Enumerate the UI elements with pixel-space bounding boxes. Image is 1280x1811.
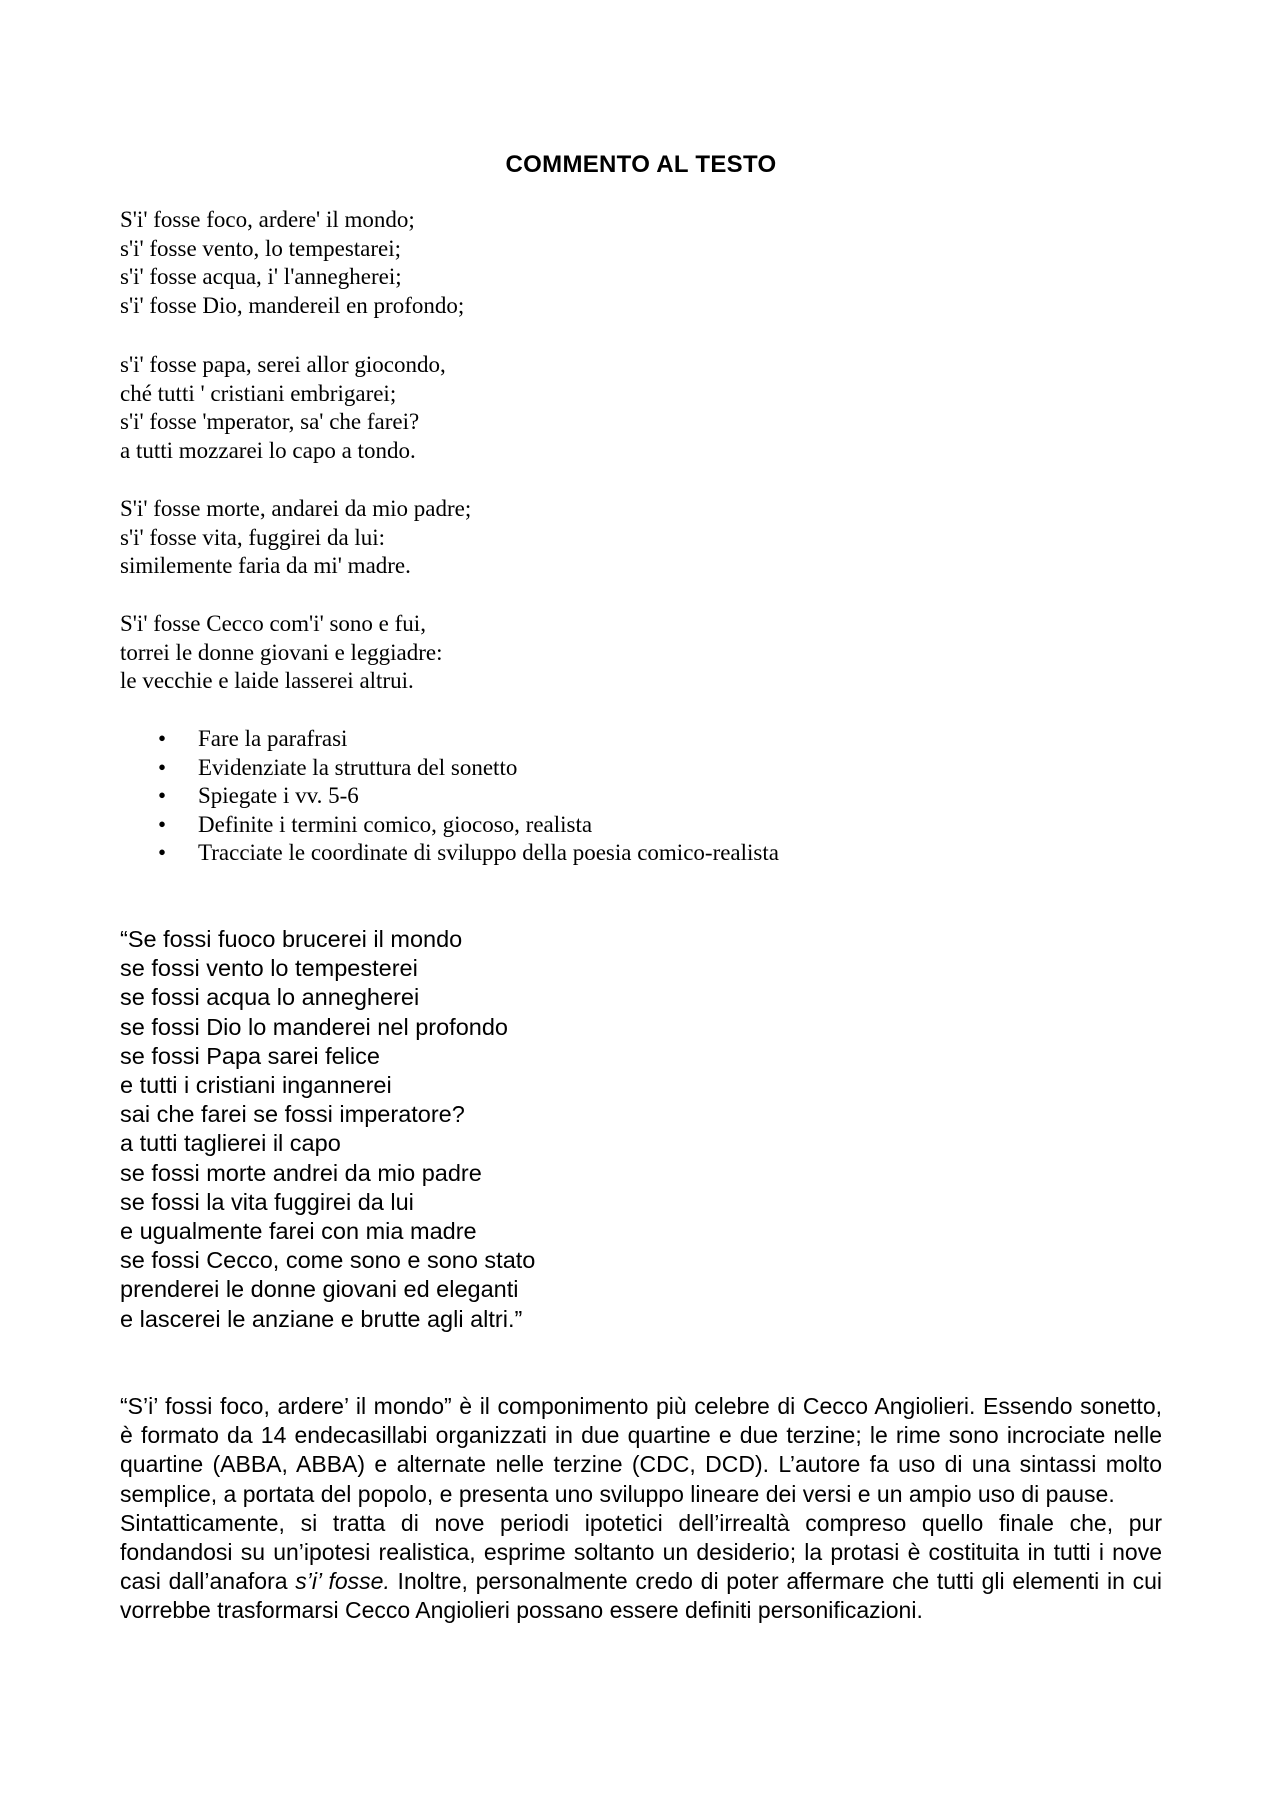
paraphrase-line: se fossi Papa sarei felice (120, 1042, 380, 1069)
paraphrase-line: “Se fossi fuoco brucerei il mondo (120, 926, 463, 952)
paraphrase-line: sai che farei se fossi imperatore? (120, 1101, 465, 1128)
paraphrase-line: se fossi vento lo tempesterei (120, 955, 418, 982)
poem-line: similemente faria da mi' madre. (120, 553, 411, 578)
paraphrase-line: e tutti i cristiani ingannerei (120, 1072, 392, 1099)
task-list (120, 725, 779, 868)
bullet-icon: • (158, 754, 167, 780)
task-text: Spiegate i vv. 5-6 (198, 783, 359, 808)
commentary-text: Inoltre, personalmente credo di poter affermare che tutti gli elementi in cui vorrebbe trasformarsi Cecco Angiolieri possano essere definiti personificazioni. (120, 1568, 1162, 1624)
page-title: COMMENTO AL TESTO (505, 151, 777, 178)
poem-stanza-3 (120, 495, 471, 581)
poem-line: S'i' fosse morte, andarei da mio padre; (120, 496, 472, 521)
paraphrase-block (120, 925, 535, 1334)
anaphora-emphasis: s’i’ fosse. (295, 1568, 390, 1595)
list-item (120, 725, 779, 754)
paraphrase-line: prenderei le donne giovani ed eleganti (120, 1276, 519, 1303)
poem-stanza-1 (120, 206, 464, 320)
task-text: Tracciate le coordinate di sviluppo della poesia comico-realista (198, 840, 779, 865)
paraphrase-line: se fossi la vita fuggirei da lui (120, 1188, 414, 1215)
poem-line: s'i' fosse papa, serei allor giocondo, (120, 352, 446, 377)
poem-line: a tutti mozzarei lo capo a tondo. (120, 437, 416, 463)
list-item (120, 811, 779, 840)
poem-line: s'i' fosse vita, fuggirei da lui: (120, 524, 386, 550)
poem-line: s'i' fosse vento, lo tempestarei; (120, 235, 402, 261)
list-item (120, 782, 779, 811)
bullet-icon: • (158, 811, 167, 837)
poem-line: S'i' fosse Cecco com'i' sono e fui, (120, 611, 426, 636)
task-text: Fare la parafrasi (198, 726, 348, 751)
poem-line: le vecchie e laide lasserei altrui. (120, 668, 414, 693)
bullet-icon: • (158, 726, 167, 751)
paraphrase-line: e lascerei le anziane e brutte agli altri.” (120, 1305, 523, 1332)
task-text: Evidenziate la struttura del sonetto (198, 754, 518, 780)
bullet-icon: • (158, 783, 167, 808)
paraphrase-line: se fossi acqua lo annegherei (120, 984, 420, 1011)
paraphrase-line: e ugualmente farei con mia madre (120, 1218, 477, 1245)
paraphrase-line: se fossi Dio lo manderei nel profondo (120, 1013, 508, 1040)
paraphrase-line: se fossi Cecco, come sono e sono stato (120, 1247, 536, 1274)
paraphrase-line: a tutti taglierei il capo (120, 1130, 341, 1157)
list-item (120, 839, 779, 868)
commentary-block (120, 1392, 1162, 1626)
commentary-paragraph-2 (120, 1509, 1162, 1626)
poem-line: torrei le donne giovani e leggiadre: (120, 639, 443, 665)
poem-line: s'i' fosse acqua, i' l'annegherei; (120, 264, 402, 289)
poem-line: s'i' fosse 'mperator, sa' che farei? (120, 409, 420, 434)
paraphrase-line: se fossi morte andrei da mio padre (120, 1159, 482, 1186)
commentary-text: Sintatticamente, si tratta di nove periodi ipotetici dell’irrealtà compreso quello finale che, pur fondandosi su un’ipotesi realistica, esprime soltanto un desiderio; la protasi è costituita in tutti i nove casi dall’anafora (120, 1509, 1162, 1595)
poem-stanza-4 (120, 610, 443, 696)
task-text: Definite i termini comico, giocoso, realista (198, 811, 593, 837)
commentary-paragraph-1: “S’i’ fossi foco, ardere’ il mondo” è il componimento più celebre di Cecco Angiolieri. Essendo sonetto, è formato da 14 endecasillabi organizzati in due quartine e due terzine; le rime sono incrociate nelle quartine (ABBA, ABBA) e alternate nelle terzine (CDC, DCD). L’autore fa uso di una sintassi molto semplice, a portata del popolo, e presenta uno sviluppo lineare dei versi e un ampio uso di pause. (120, 1393, 1162, 1507)
poem-line: s'i' fosse Dio, mandereil en profondo; (120, 292, 465, 318)
poem-line: ché tutti ' cristiani embrigarei; (120, 380, 397, 406)
poem-line: S'i' fosse foco, ardere' il mondo; (120, 207, 415, 232)
bullet-icon: • (158, 840, 167, 865)
list-item (120, 754, 779, 783)
poem-stanza-2 (120, 351, 446, 465)
